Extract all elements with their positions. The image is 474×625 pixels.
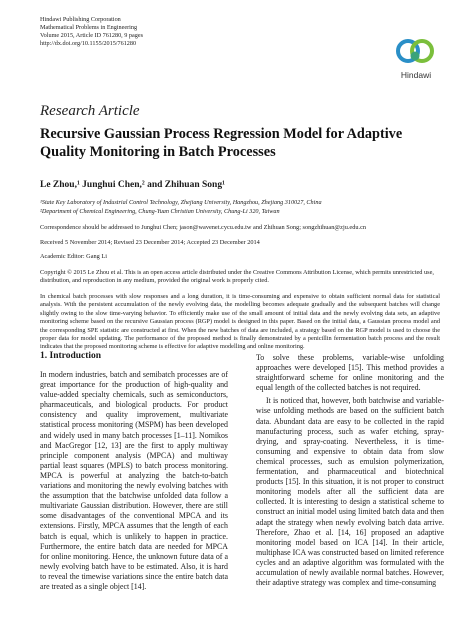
academic-editor: Academic Editor: Gang Li <box>40 253 107 260</box>
journal-volume: Volume 2015, Article ID 761280, 9 pages <box>40 32 143 39</box>
journal-name: Mathematical Problems in Engineering <box>40 24 138 31</box>
article-dates: Received 5 November 2014; Revised 23 December 2014; Accepted 23 December 2014 <box>40 239 260 246</box>
article-title: Recursive Gaussian Process Regression Model for Adaptive Quality Monitoring in Batch Processes <box>40 126 403 160</box>
affiliation-2: ²Department of Chemical Engineering, Chung-Yuan Christian University, Chung-Li 320, Taiwan <box>40 208 280 215</box>
intro-right-column <box>256 353 444 588</box>
journal-publisher: Hindawi Publishing Corporation <box>40 16 121 23</box>
journal-doi: http://dx.doi.org/10.1155/2015/761280 <box>40 40 137 47</box>
correspondence: Correspondence should be addressed to Junghui Chen; jason@wavenet.cycu.edu.tw and Zhihuan Song; songzhihuan@zju.edu.cn <box>40 224 367 231</box>
abstract: In chemical batch processes with slow responses and a long duration, it is time-consuming and expensive to obtain sufficient normal data for statistical analysis. With the persistent accumulation of the newly evolving data, the modelling becomes adequate gradually and the subsequent batches will change slightly owing to the slow time-varying behavior. To efficiently make use of the small amount of initial data and the newly evolving data sets, an adaptive monitoring scheme based on the recursive Gaussian process (RGP) model is designed in this paper. Based on the initial data, a Gaussian process model and the corresponding SPE statistic are constructed at first. When the new batches of data are included, a strategy based on the RGP model is used to choose the proper data for model updating. The performance of the proposed method is finally demonstrated by a penicillin fermentation batch process and the result indicates that the proposed monitoring scheme is effective for adaptive modelling and online monitoring. <box>40 293 440 351</box>
section-heading-introduction: 1. Introduction <box>40 351 102 361</box>
affiliation-1: ¹State Key Laboratory of Industrial Control Technology, Zhejiang University, Hangzhou, Zhejiang 310027, China <box>40 199 322 206</box>
intro-paragraph: It is noticed that, however, both batchwise and variable-wise unfolding methods are based on the sufficient batch data. Abundant data are easy to be collected in the rapid manufacturing process, such as wafer etching, spray-drying, and spray-coating. Nevertheless, it is time-consuming and expensive to obtain data from slow chemical processes, such as emulsion polymerization, fermentation, and pharmaceutical and biotechnical products [15]. In this situation, it is not proper to construct monitoring models after all the sufficient data are collected. It is interesting to design a statistical scheme to construct an initial model using limited batch data and then adapt the strategy when newly evolving batch data arrive. Therefore, Zhao et al. [14, 16] proposed an adaptive monitoring model based on ICA [14]. In their article, multiphase ICA was constructed based on limited reference cycles and an adaptive algorithm was formulated with the accumulation of newly available normal batches. However, their adaptive strategy was complex and time-consuming <box>256 396 444 588</box>
journal-header <box>40 16 143 48</box>
intro-left-column <box>40 370 228 592</box>
copyright-notice: Copyright © 2015 Le Zhou et al. This is an open access article distributed under the Creative Commons Attribution License, which permits unrestricted use, distribution, and reproduction in any medium, provided the original work is properly cited. <box>40 269 434 285</box>
intro-paragraph: To solve these problems, variable-wise unfolding approaches were developed [15]. This method provides a straightforward scheme for online monitoring and the equal length of the collected batches is not required. <box>256 353 444 393</box>
article-authors: Le Zhou,¹ Junghui Chen,² and Zhihuan Song¹ <box>40 180 225 190</box>
article-type: Research Article <box>40 103 140 119</box>
intro-paragraph: In modern industries, batch and semibatch processes are of great importance for the production of high-quality and value-added specialty chemicals, such as semiconductors, pharmaceuticals, and biological products. For product consistency and quality improvement, multivariate statistical process monitoring (MSPM) has been developed and widely used in many batch processes [1–11]. Nomikos and MacGregor [12, 13] are the first to apply multiway principle component analysis (MPCA) and multiway partial least squares (MPLS) to batch process monitoring. MPCA is powerful at analyzing the batch-to-batch variations and monitoring the newly evolving batches with the assumption that the batchwise unfolded data follow a multivariate Gaussian distribution. However, there are still some disadvantages of the conventional MPCA and its extensions. Firstly, MPCA assumes that the length of each batch is equal, which is unlikely to happen in practice. Furthermore, the entire batch data are needed for MPCA for online monitoring. Hence, the unknown future data of a newly evolving batch have to be estimated. Also, it is hard to reveal the timewise variations since the entire batch data are treated as a single object [14]. <box>40 370 228 591</box>
hindawi-logo-text: Hindawi <box>400 70 432 80</box>
